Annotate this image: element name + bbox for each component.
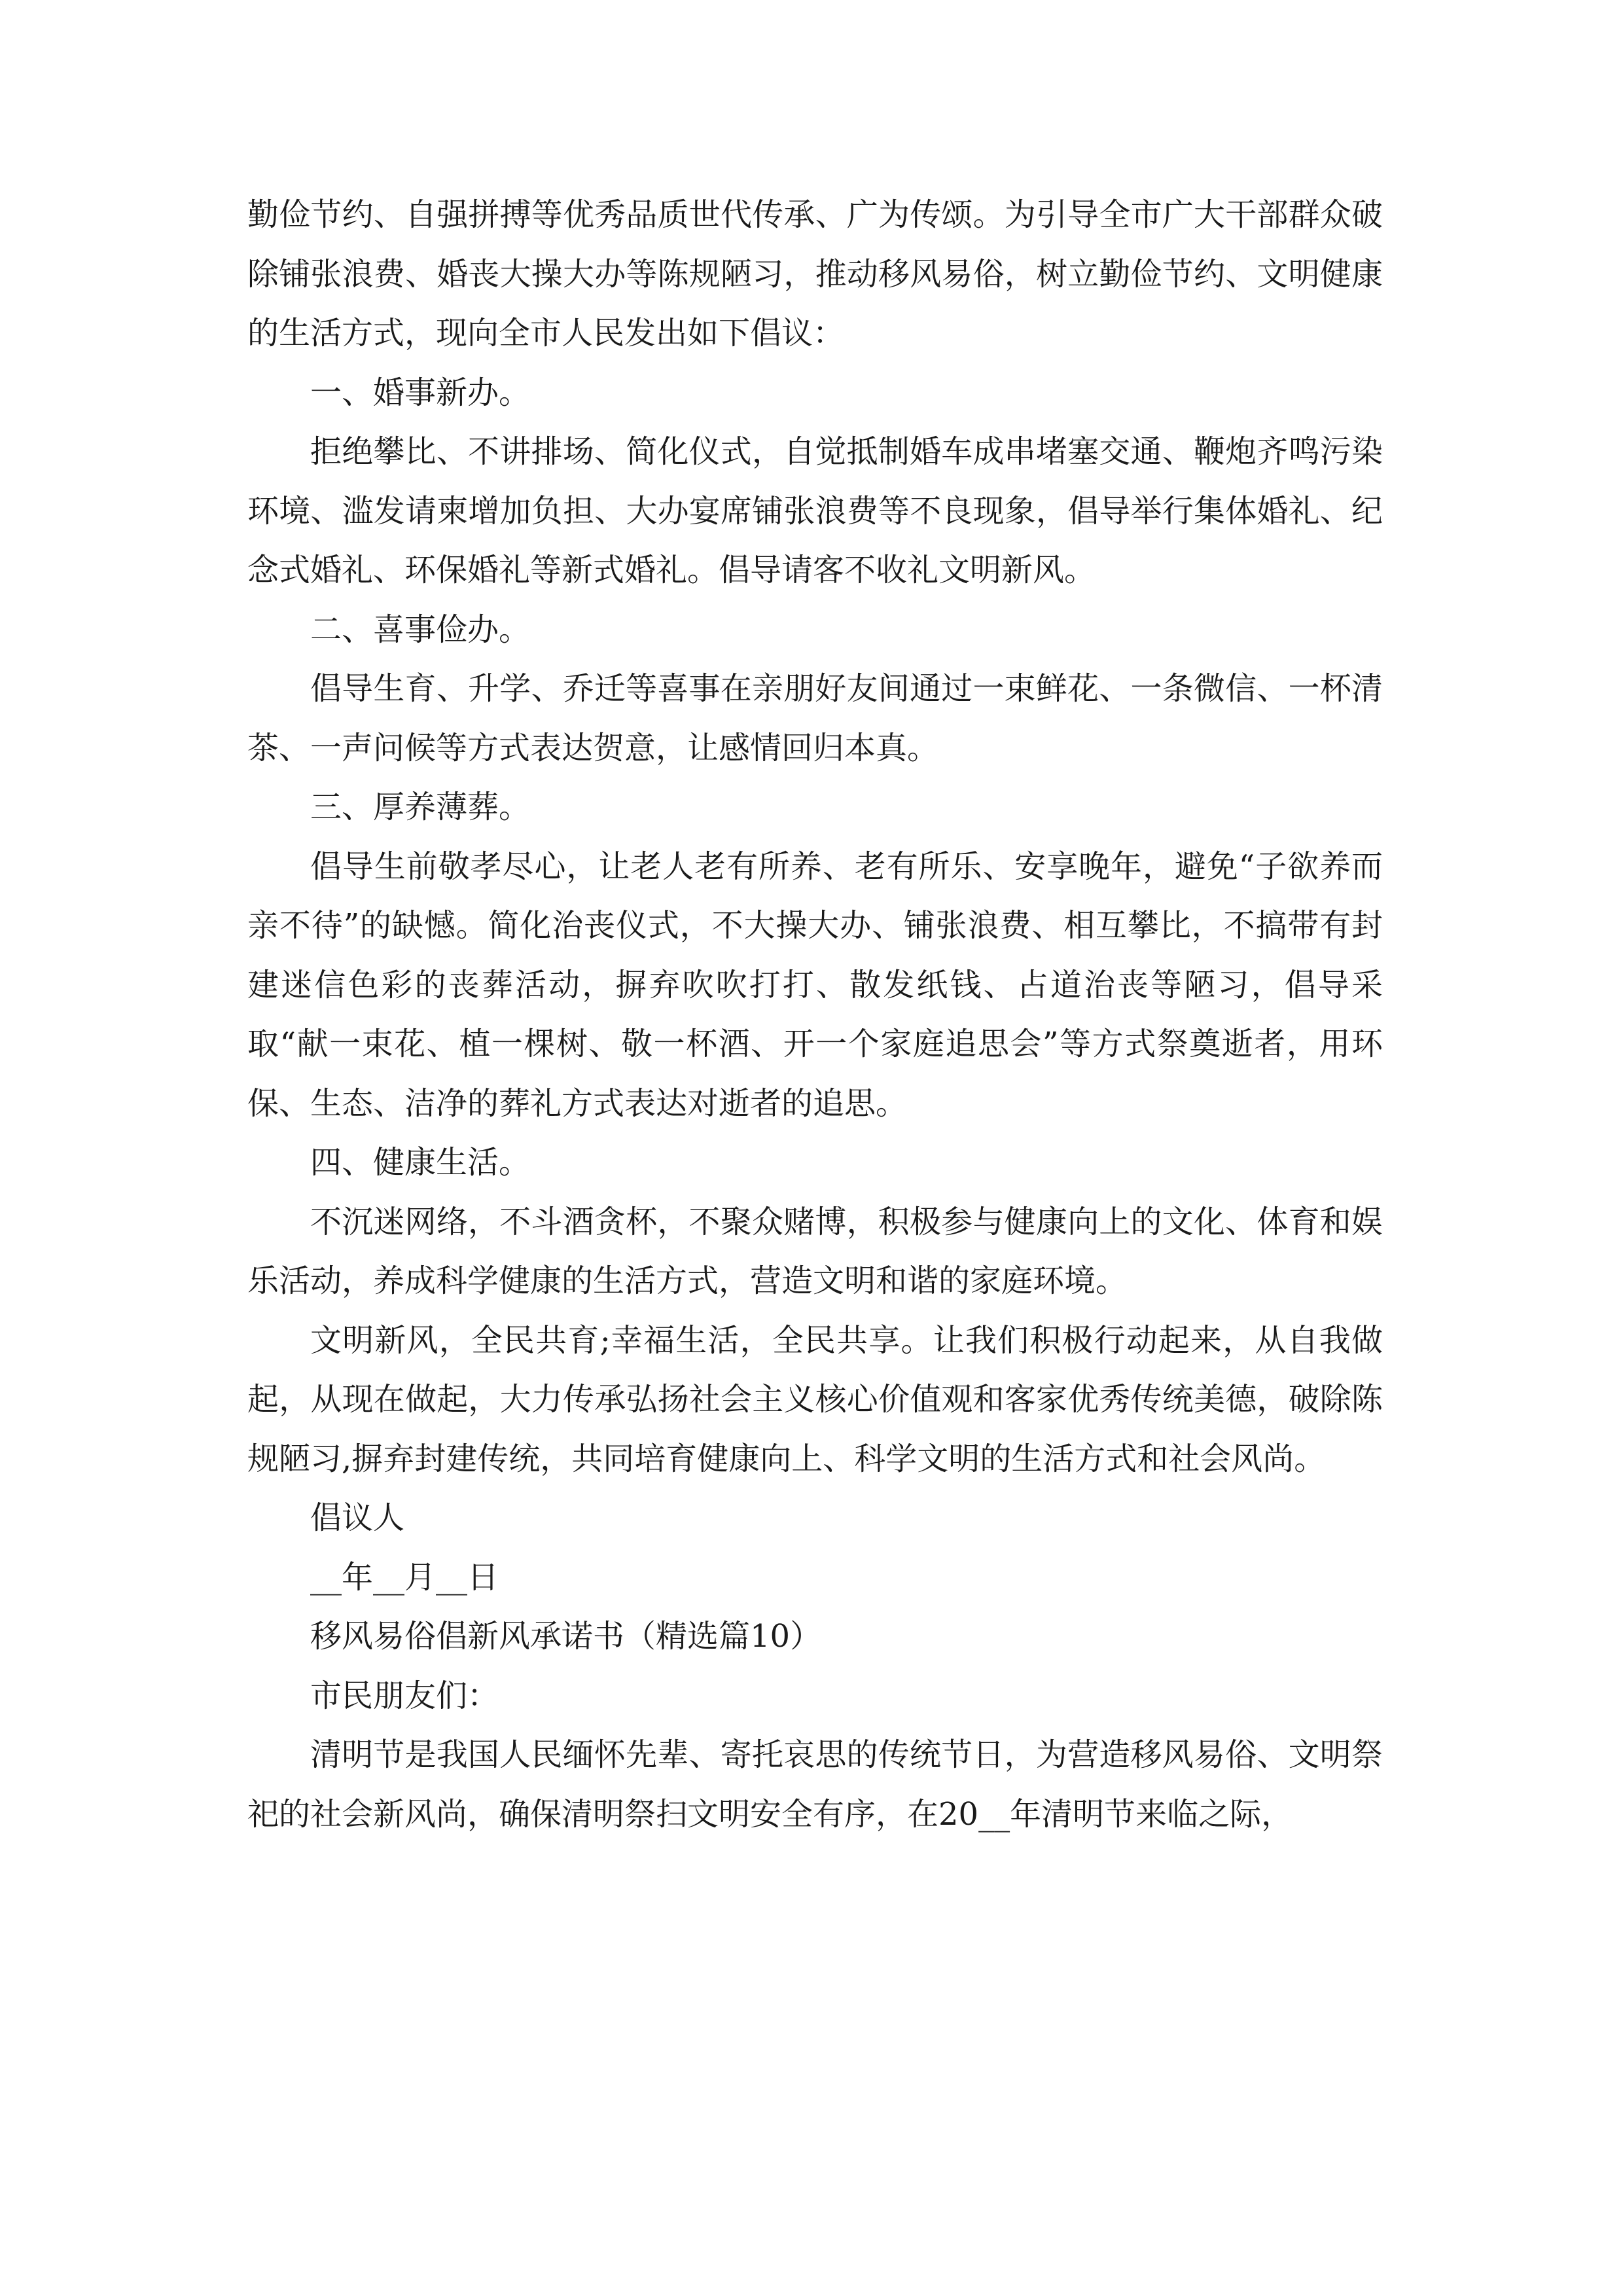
heading-wedding: 一、婚事新办。 bbox=[310, 374, 531, 411]
section-title: 移风易俗倡新风承诺书（精选篇10） bbox=[310, 1618, 822, 1655]
paragraph-funeral: 倡导生前敬孝尽心，让老人老有所养、老有所乐、安享晚年，避免“子欲养而亲不待”的缺憾。简化治丧仪式，不大操大办、铺张浪费、相互攀比，不搞带有封建迷信色彩的丧葬活动，摒弃吹吹打打、散发纸钱、占道治丧等陋习，倡导采取“献一束花、植一棵树、敬一杯酒、开一个家庭追思会”等方式祭奠逝者，用环保、生态、洁净的葬礼方式表达对逝者的追思。 bbox=[247, 848, 1383, 1122]
document-body bbox=[247, 185, 1383, 1844]
paragraph-qingming: 清明节是我国人民缅怀先辈、寄托哀思的传统节日，为营造移风易俗、文明祭祀的社会新风尚，确保清明祭扫文明安全有序，在20__年清明节来临之际， bbox=[247, 1736, 1383, 1833]
heading-celebration: 二、喜事俭办。 bbox=[310, 611, 531, 648]
paragraph-healthy-life: 不沉迷网络，不斗酒贪杯，不聚众赌博，积极参与健康向上的文化、体育和娱乐活动，养成科学健康的生活方式，营造文明和谐的家庭环境。 bbox=[247, 1203, 1383, 1299]
salutation: 市民朋友们： bbox=[310, 1677, 499, 1714]
date-line: __年__月__日 bbox=[310, 1558, 499, 1596]
signature-label: 倡议人 bbox=[310, 1499, 405, 1536]
paragraph-closing: 文明新风，全民共育;幸福生活，全民共享。让我们积极行动起来，从自我做起，从现在做起，大力传承弘扬社会主义核心价值观和客家优秀传统美德，破除陈规陋习,摒弃封建传统，共同培育健康向上、科学文明的生活方式和社会风尚。 bbox=[247, 1321, 1383, 1477]
heading-healthy-life: 四、健康生活。 bbox=[310, 1144, 531, 1181]
paragraph-celebration: 倡导生育、升学、乔迁等喜事在亲朋好友间通过一束鲜花、一条微信、一杯清茶、一声问候等方式表达贺意，让感情回归本真。 bbox=[247, 670, 1383, 766]
heading-funeral: 三、厚养薄葬。 bbox=[310, 789, 531, 825]
paragraph-intro: 勤俭节约、自强拼搏等优秀品质世代传承、广为传颂。为引导全市广大干部群众破除铺张浪费、婚丧大操大办等陈规陋习，推动移风易俗，树立勤俭节约、文明健康的生活方式，现向全市人民发出如下倡议： bbox=[247, 196, 1383, 351]
paragraph-wedding: 拒绝攀比、不讲排场、简化仪式，自觉抵制婚车成串堵塞交通、鞭炮齐鸣污染环境、滥发请柬增加负担、大办宴席铺张浪费等不良现象，倡导举行集体婚礼、纪念式婚礼、环保婚礼等新式婚礼。倡导请客不收礼文明新风。 bbox=[247, 433, 1383, 588]
